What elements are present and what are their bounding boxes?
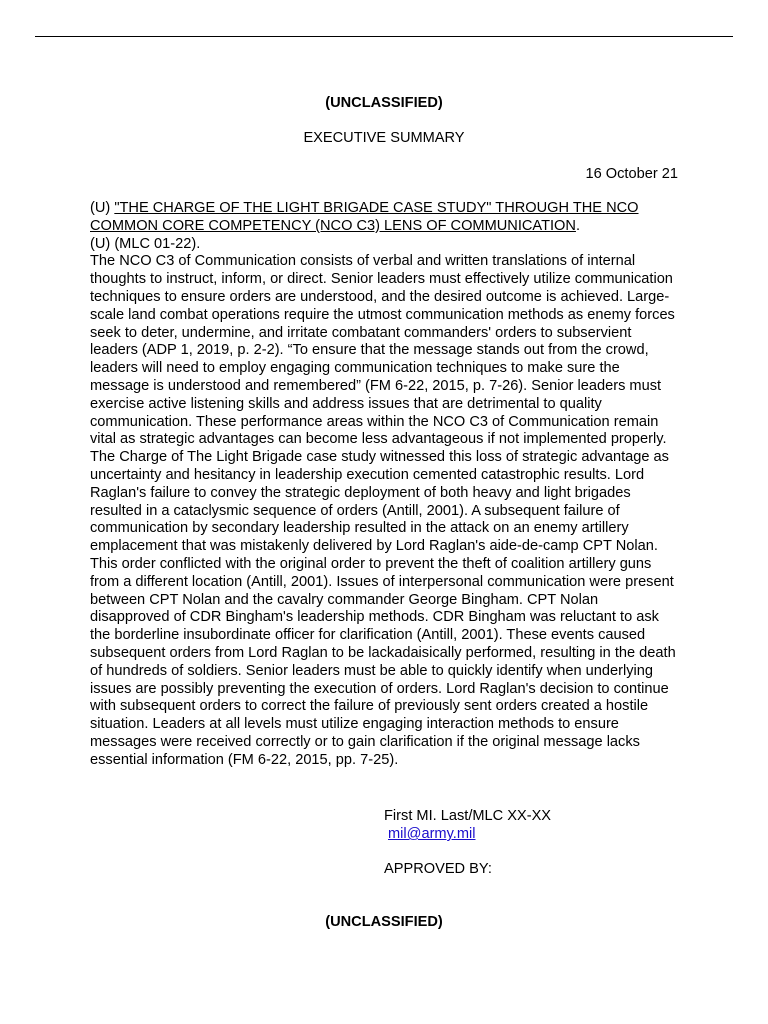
subject-prefix: (U) (90, 200, 115, 216)
classification-footer: (UNCLASSIFIED) (325, 914, 443, 930)
subject-title-link[interactable]: "THE CHARGE OF THE LIGHT BRIGADE CASE STUDY" THROUGH THE NCO COMMON CORE COMPETENCY (NCO C3) LENS OF COMMUNICATION (90, 200, 639, 234)
approved-by-label: APPROVED BY: (384, 861, 492, 877)
reference-line: (U) (MLC 01-22). (90, 235, 201, 252)
signature-email-link[interactable]: mil@army.mil (388, 826, 476, 842)
signature-block (384, 807, 551, 843)
document-title: EXECUTIVE SUMMARY (303, 130, 465, 146)
document-body (90, 200, 680, 770)
header-rule (35, 36, 733, 37)
body-paragraph: The NCO C3 of Communication consists of verbal and written translations of internal thoughts to instruct, inform, or direct. Senior leaders must effectively utilize communication techniques to ensure orders are understood, and the desired outcome is achieved. Large-scale land combat operations require the utmost communication methods as enemy forces seek to deter, undermine, and irritate combatant commanders' orders to subservient leaders (ADP 1, 2019, p. 2-2). “To ensure that the message stands out from the crowd, leaders will need to employ engaging communication techniques to make sure the message is understood and remembered” (FM 6-22, 2015, p. 7-26). Senior leaders must exercise active listening skills and address issues that are detrimental to quality communication. These performance areas within the NCO C3 of Communication remain vital as strategic advantages can become less advantageous if not implemented properly. The Charge of The Light Brigade case study witnessed this loss of strategic advantage as uncertainty and hesitancy in leadership execution cemented catastrophic results. Lord Raglan's failure to convey the strategic deployment of both heavy and light brigades resulted in a cataclysmic sequence of orders (Antill, 2001). A subsequent failure of communication by secondary leadership resulted in the attack on an enemy artillery emplacement that was mistakenly delivered by Lord Raglan's aide-de-camp CPT Nolan. This order conflicted with the original order to prevent the theft of coalition artillery guns from a different location (Antill, 2001). Issues of interpersonal communication were present between CPT Nolan and the cavalry commander George Bingham. CPT Nolan disapproved of CDR Bingham's leadership methods. CDR Bingham was reluctant to ask the borderline insubordinate officer for clarification (Antill, 2001). These events caused subsequent orders from Lord Raglan to be lackadaisically performed, resulting in the death of hundreds of soldiers. Senior leaders must be able to quickly identify when underlying issues are possibly preventing the execution of orders. Lord Raglan's decision to continue with subsequent orders to correct the failure of previously sent orders created a hostile situation. Leaders at all levels must utilize engaging interaction methods to ensure messages were received correctly or to gain clarification if the original message lacks essential information (FM 6-22, 2015, pp. 7-25). (90, 253, 676, 768)
subject-suffix: . (575, 217, 580, 234)
signature-name: First MI. Last/MLC XX-XX (384, 808, 552, 824)
document-date: 16 October 21 (585, 166, 678, 182)
classification-header: (UNCLASSIFIED) (325, 95, 443, 111)
subject-line (90, 200, 680, 236)
